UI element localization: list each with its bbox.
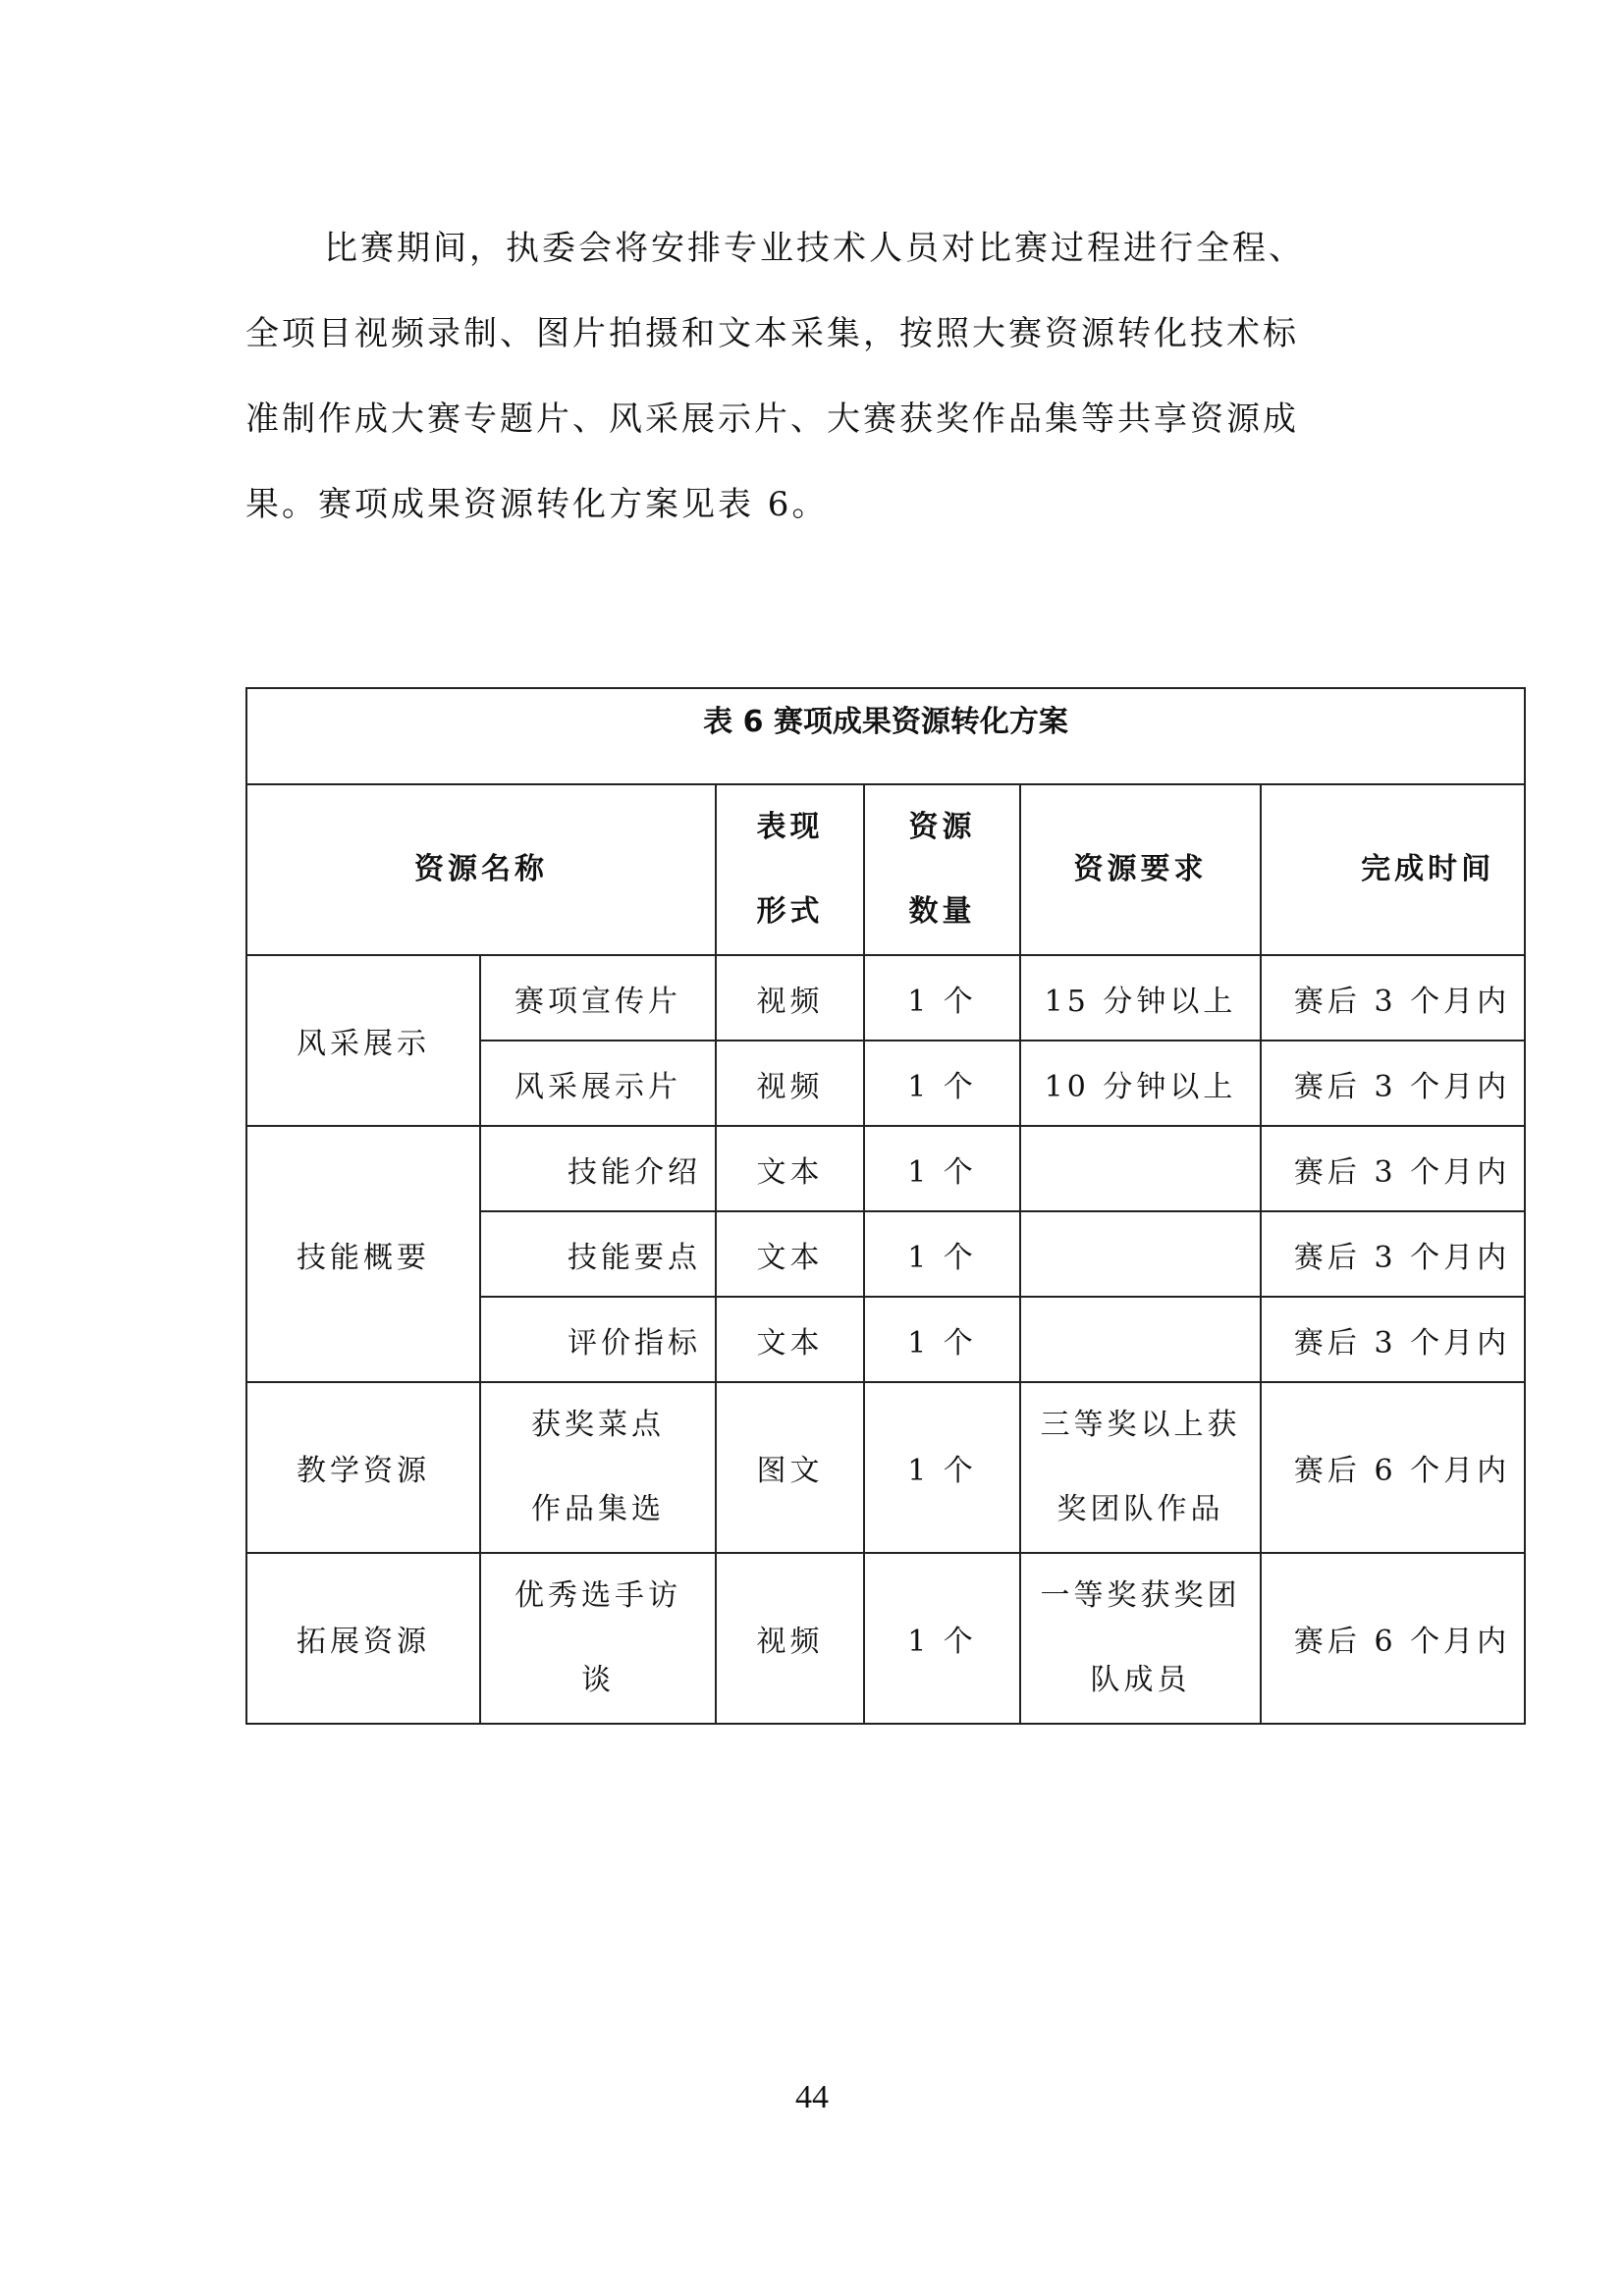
table-row	[246, 955, 1525, 1041]
time-cell: 赛后 3 个月内	[1261, 1211, 1525, 1297]
req-line: 三等奖以上获	[1040, 1408, 1241, 1442]
header-time: 完成时间	[1261, 784, 1525, 955]
item-line: 获奖菜点	[531, 1408, 665, 1442]
header-qty-line1: 资源	[908, 810, 976, 844]
item-cell: 技能要点	[480, 1211, 716, 1297]
form-cell: 文本	[716, 1211, 864, 1297]
paragraph-line: 全项目视频录制、图片拍摄和文本采集，按照大赛资源转化技术标	[245, 314, 1299, 353]
paragraph-line: 准制作成大赛专题片、风采展示片、大赛获奖作品集等共享资源成	[245, 400, 1299, 439]
header-req: 资源要求	[1020, 784, 1261, 955]
item-line: 谈	[581, 1663, 615, 1697]
paragraph-line: 果。赛项成果资源转化方案见表 6。	[245, 485, 829, 524]
req-cell: 15 分钟以上	[1020, 955, 1261, 1041]
item-cell: 风采展示片	[480, 1041, 716, 1126]
table-caption: 表 6 赛项成果资源转化方案	[246, 688, 1525, 784]
qty-cell: 1 个	[864, 955, 1020, 1041]
qty-cell: 1 个	[864, 1382, 1020, 1553]
item-line: 作品集选	[531, 1492, 665, 1526]
body-paragraph	[245, 206, 1355, 548]
req-line: 队成员	[1090, 1663, 1191, 1697]
form-cell: 文本	[716, 1297, 864, 1382]
page-number: 44	[795, 2079, 829, 2115]
item-cell: 评价指标	[480, 1297, 716, 1382]
category-cell: 拓展资源	[246, 1553, 480, 1724]
time-cell: 赛后 3 个月内	[1261, 1297, 1525, 1382]
table-row	[246, 1382, 1525, 1553]
req-cell	[1020, 1297, 1261, 1382]
form-cell: 文本	[716, 1126, 864, 1211]
form-cell: 视频	[716, 955, 864, 1041]
header-name: 资源名称	[246, 784, 716, 955]
resource-conversion-table	[245, 687, 1526, 1725]
req-cell	[1020, 1553, 1261, 1724]
item-line: 优秀选手访	[514, 1578, 681, 1613]
category-cell: 技能概要	[246, 1126, 480, 1382]
qty-cell: 1 个	[864, 1041, 1020, 1126]
header-form-line2: 形式	[756, 894, 824, 929]
category-cell: 教学资源	[246, 1382, 480, 1553]
item-cell: 赛项宣传片	[480, 955, 716, 1041]
qty-cell: 1 个	[864, 1297, 1020, 1382]
form-cell: 视频	[716, 1553, 864, 1724]
req-cell: 10 分钟以上	[1020, 1041, 1261, 1126]
qty-cell: 1 个	[864, 1553, 1020, 1724]
qty-cell: 1 个	[864, 1211, 1020, 1297]
item-cell	[480, 1553, 716, 1724]
time-cell: 赛后 3 个月内	[1261, 1041, 1525, 1126]
time-cell: 赛后 6 个月内	[1261, 1553, 1525, 1724]
header-qty-line2: 数量	[908, 894, 976, 929]
item-cell	[480, 1382, 716, 1553]
table-row	[246, 1553, 1525, 1724]
header-form-line1: 表现	[756, 810, 824, 844]
header-qty	[864, 784, 1020, 955]
table-row	[246, 1126, 1525, 1211]
item-cell: 技能介绍	[480, 1126, 716, 1211]
req-cell	[1020, 1211, 1261, 1297]
time-cell: 赛后 3 个月内	[1261, 955, 1525, 1041]
table-header-row	[246, 784, 1525, 955]
time-cell: 赛后 6 个月内	[1261, 1382, 1525, 1553]
header-form	[716, 784, 864, 955]
paragraph-line: 比赛期间，执委会将安排专业技术人员对比赛过程进行全程、	[324, 229, 1305, 268]
category-cell: 风采展示	[246, 955, 480, 1126]
time-cell: 赛后 3 个月内	[1261, 1126, 1525, 1211]
qty-cell: 1 个	[864, 1126, 1020, 1211]
req-line: 一等奖获奖团	[1040, 1578, 1241, 1613]
req-cell	[1020, 1126, 1261, 1211]
form-cell: 图文	[716, 1382, 864, 1553]
req-line: 奖团队作品	[1056, 1492, 1224, 1526]
form-cell: 视频	[716, 1041, 864, 1126]
req-cell	[1020, 1382, 1261, 1553]
